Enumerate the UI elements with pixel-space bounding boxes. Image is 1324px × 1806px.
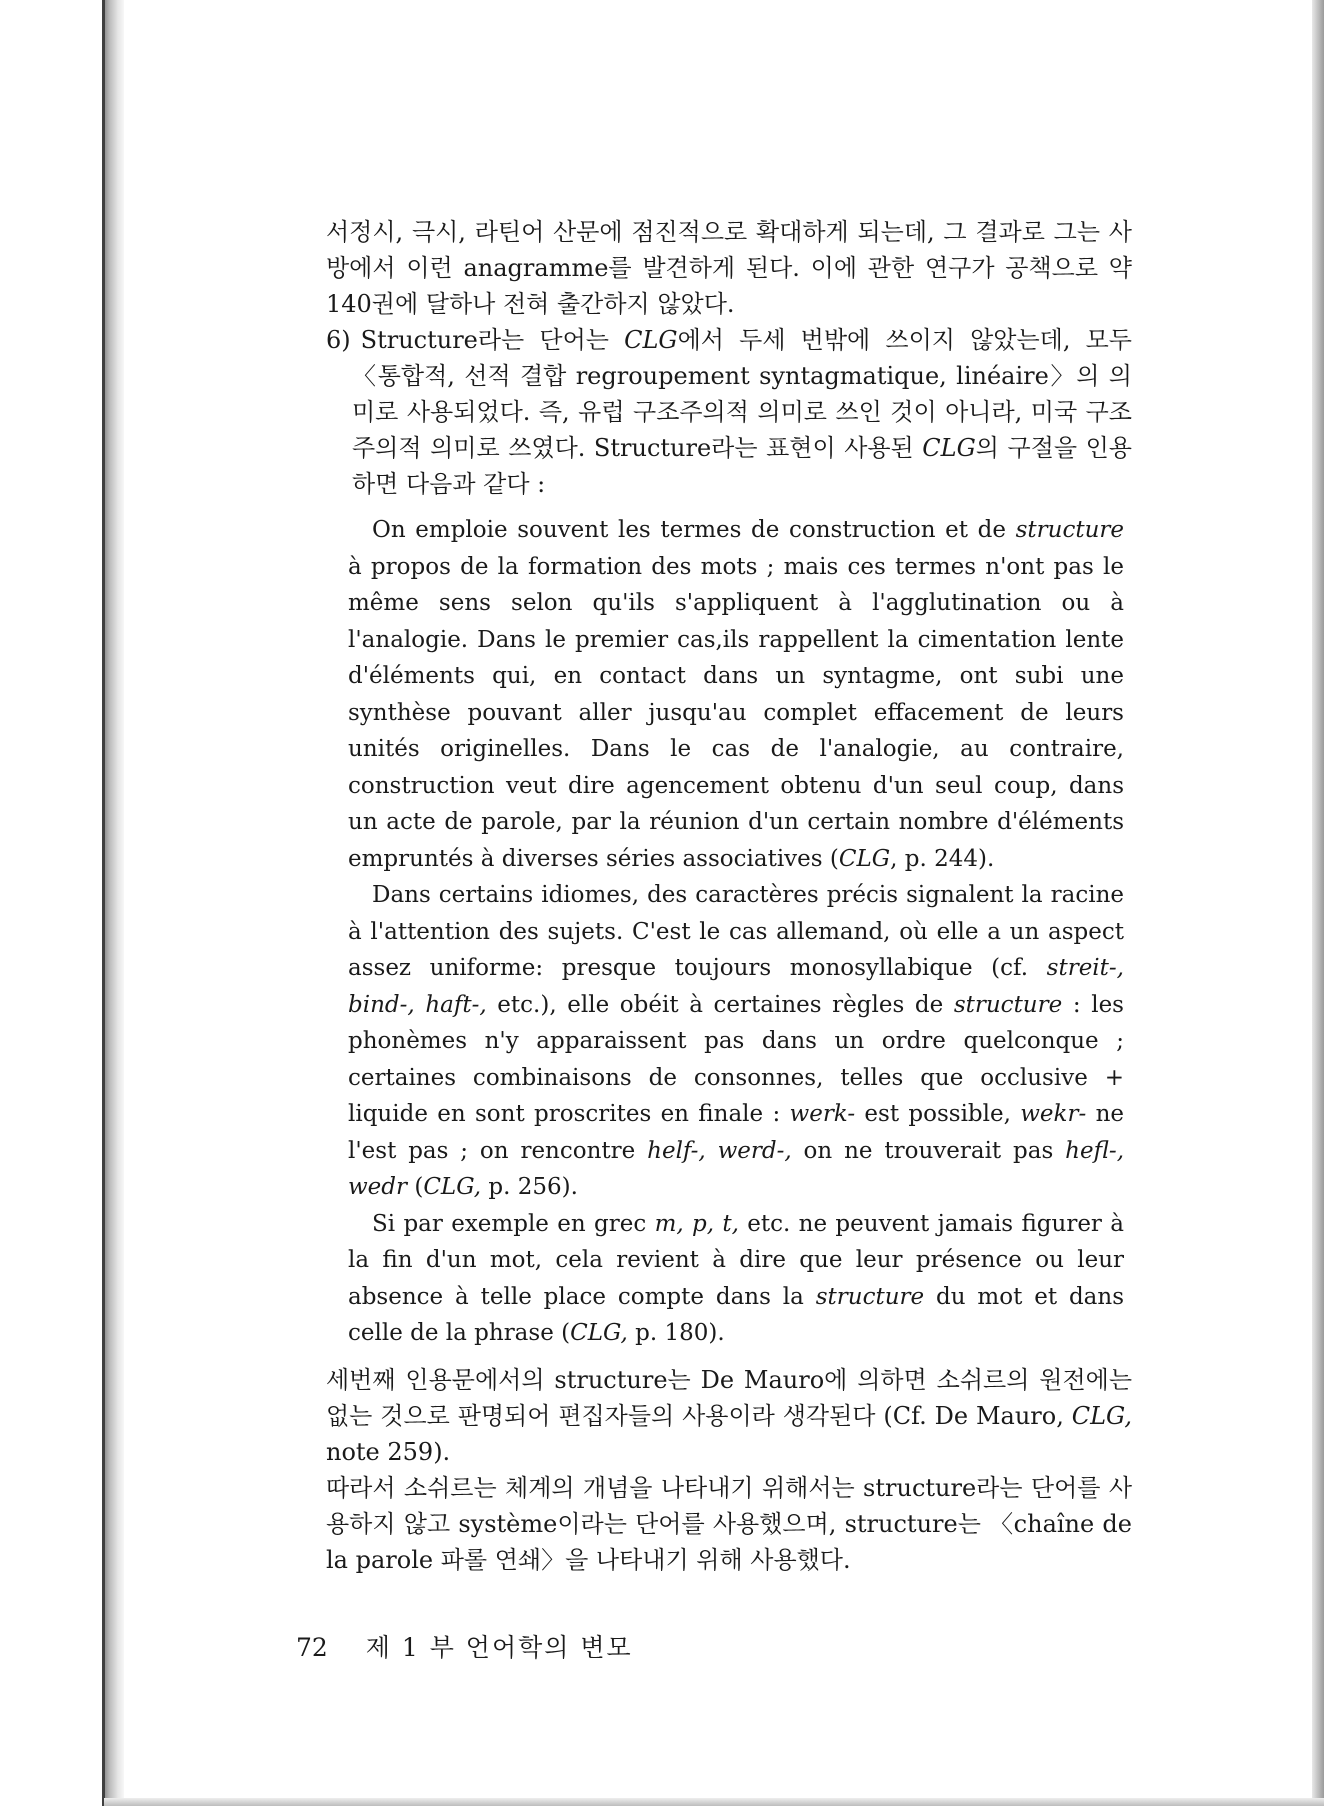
quote-text: etc.), elle obéit à certaines règles de — [486, 991, 954, 1018]
clg-italic: CLG, — [1071, 1401, 1132, 1430]
quote-text: à propos de la formation des mots ; mais ces termes n'ont pas le même sens selon qu'ils s'appliquent à l'agglutination ou à l'analogie. Dans le premier cas,ils rappellent la cimentation lente d'éléments qui, en contact dans un syntagme, ont subi une synthèse pouvant aller jusqu'au complet effacement de leurs unités originelles. Dans le cas de l'analogie, au contraire, construction veut dire agencement obtenu d'un seul coup, dans un acte de parole, par la réunion d'un certain nombre d'éléments empruntés à diverses séries associatives ( — [348, 553, 1124, 872]
example-italic: werk- — [789, 1101, 856, 1127]
quote-text: ne l'est pas ; on rencontre — [348, 1101, 1124, 1164]
body-text: 세번째 인용문에서의 structure는 De Mauro에 의하면 소쉬르의 원전에는 없는 것으로 판명되어 편집자들의 사용이라 생각된다 (Cf. De Mauro, — [326, 1365, 1132, 1430]
footnote-text: 에서 두세 번밖에 쓰이지 않았는데, 모두 〈통합적, 선적 결합 regroupement syntagmatique, linéaire〉의 의미로 사용되었다. 즉, 유럽 구조주의적 의미로 쓰인 것이 아니라, 미국 구조주의적 의미로 쓰였다. Structure라는 표현이 사용된 — [352, 326, 1132, 462]
paragraph-anagramme: 서정시, 극시, 라틴어 산문에 점진적으로 확대하게 되는데, 그 결과로 그는 사방에서 이런 anagramme를 발견하게 된다. 이에 관한 연구가 공책으로 약 140권에 달하나 전혀 출간하지 않았다. — [326, 218, 1132, 318]
quote-text: du mot et dans celle de la phrase ( — [348, 1283, 1124, 1346]
book-spine-edge — [104, 0, 124, 1806]
footnote-text: 의 구절을 인용하면 다음과 같다 : — [352, 434, 1132, 498]
footnote-number: 6) — [326, 326, 351, 354]
quote-paragraph-1 — [348, 512, 1124, 877]
example-italic: m, p, t, — [654, 1210, 739, 1237]
page-bottom-edge — [104, 1798, 1324, 1806]
french-quotation — [348, 512, 1124, 1352]
structure-italic: structure — [953, 991, 1063, 1018]
quote-text: , p. 244). — [890, 845, 995, 872]
clg-italic: CLG, — [423, 1174, 482, 1200]
quote-text: etc. ne peuvent jamais figurer à la fin d'un mot, cela revient à dire que leur présence ou leur absence à telle place compte dans la — [348, 1210, 1124, 1310]
page-stack-edge — [1312, 0, 1324, 1806]
example-italic: helf-, werd-, — [647, 1137, 792, 1164]
footnote-text: Structure라는 단어는 — [360, 326, 625, 354]
quote-paragraph-3 — [348, 1206, 1124, 1352]
clg-italic: CLG — [922, 434, 976, 462]
clg-italic: CLG, — [570, 1320, 628, 1346]
running-footer-title: 제 1 부 언어학의 변모 — [365, 1633, 633, 1662]
quote-text: ( — [407, 1174, 424, 1200]
quote-text: Dans certains idiomes, des caractères précis signalent la racine à l'attention des sujets. C'est le cas allemand, où elle a un aspect assez uniforme: presque toujours monosyllabique (cf. — [348, 882, 1124, 981]
quote-text: p. 180). — [627, 1320, 725, 1346]
quote-text: est possible, — [855, 1101, 1021, 1127]
quote-text: on ne trouverait pas — [791, 1137, 1066, 1164]
structure-italic: structure — [815, 1283, 925, 1310]
quote-text: On emploie souvent les termes de construction et de — [372, 517, 1016, 543]
quote-text: p. 256). — [481, 1174, 578, 1200]
example-italic: hefl-, wedr — [348, 1137, 1125, 1200]
structure-italic: structure — [1015, 517, 1124, 543]
clg-italic: CLG — [838, 845, 891, 872]
page-text — [326, 214, 1132, 1578]
quote-text: Si par exemple en grec — [372, 1210, 655, 1237]
body-text: note 259). — [326, 1437, 451, 1466]
paragraph-systeme: 따라서 소쉬르는 체계의 개념을 나타내기 위해서는 structure라는 단어를 사용하지 않고 système이라는 단어를 사용했으며, structure는 〈chaîne de la parole 파롤 연쇄〉을 나타내기 위해 사용했다. — [326, 1473, 1132, 1574]
example-italic: streit-, bind-, haft-, — [348, 955, 1124, 1018]
paragraph-de-mauro — [326, 1362, 1132, 1470]
page-number: 72 — [296, 1633, 328, 1662]
example-italic: wekr- — [1020, 1101, 1087, 1127]
clg-italic: CLG — [624, 326, 678, 354]
footnote-6 — [326, 322, 1132, 502]
quote-paragraph-2 — [348, 877, 1124, 1206]
quote-text: : les phonèmes n'y apparaissent pas dans un ordre quelconque ; certaines combinaisons de consonnes, telles que occlusive + liquide en sont proscrites en finale : — [348, 991, 1124, 1127]
page-footer — [296, 1628, 633, 1664]
